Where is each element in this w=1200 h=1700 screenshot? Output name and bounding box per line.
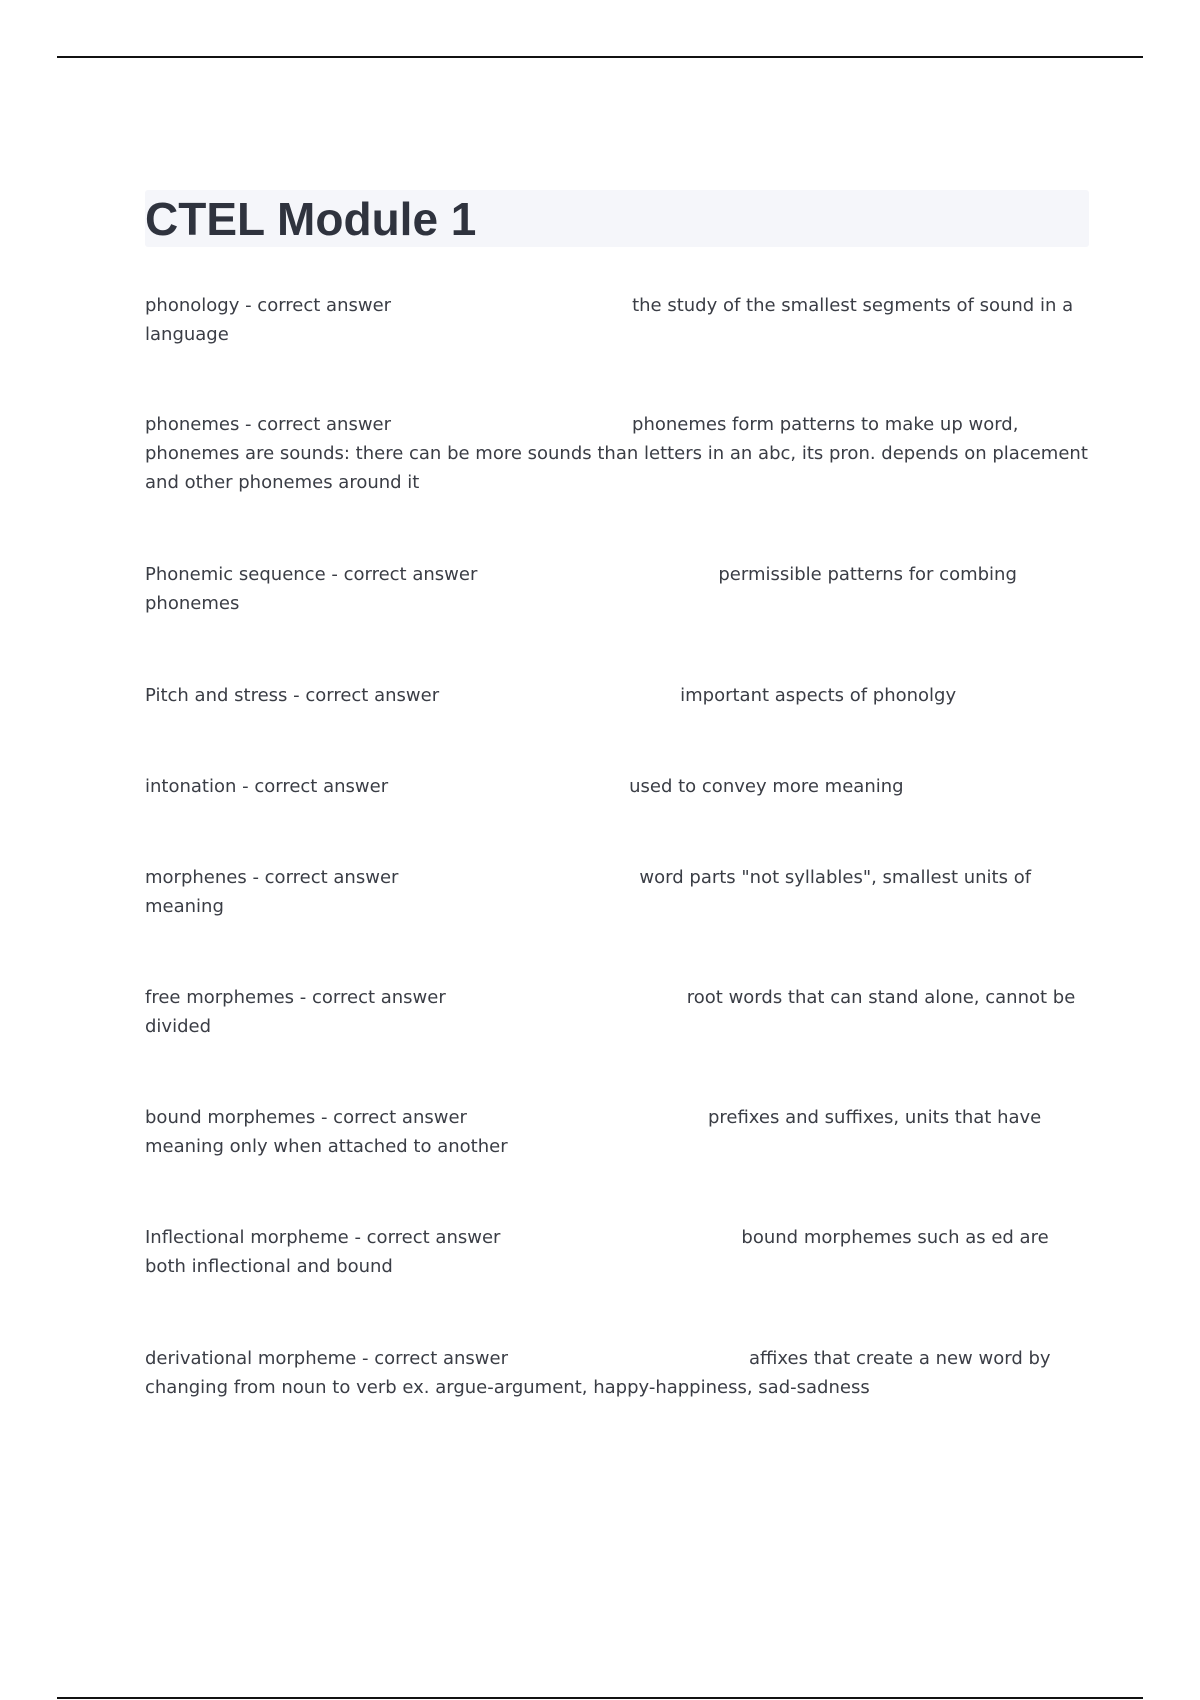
flashcard-definition: bound morphemes such as ed are both inflectional and bound [145,1227,1049,1277]
flashcard-item [145,1344,1090,1402]
flashcard-term: Phonemic sequence - correct answer [145,564,478,585]
flashcard-definition: used to convey more meaning [629,776,904,797]
document-title: CTEL Module 1 [145,193,477,245]
flashcard-item [145,772,1090,801]
flashcard-term: phonology - correct answer [145,295,392,316]
flashcard-item [145,1223,1090,1281]
flashcard-term: phonemes - correct answer [145,414,392,435]
bottom-divider [57,1697,1143,1699]
flashcard-term: derivational morpheme - correct answer [145,1348,508,1369]
flashcard-term: morphenes - correct answer [145,867,399,888]
flashcard-item [145,863,1090,921]
flashcard-definition: important aspects of phonolgy [680,685,957,706]
flashcard-definition: permissible patterns for combing phonemes [145,564,1017,614]
flashcard-item [145,681,1090,710]
flashcard-item [145,560,1090,618]
flashcard-item [145,983,1090,1041]
flashcard-definition: root words that can stand alone, cannot be divided [145,987,1076,1037]
flashcard-item [145,1103,1090,1161]
flashcard-term: Inflectional morpheme - correct answer [145,1227,501,1248]
flashcard-definition: phonemes form patterns to make up word, phonemes are sounds: there can be more sounds than letters in an abc, its pron. depends on placement and other phonemes around it [145,414,1088,493]
flashcard-definition: word parts "not syllables", smallest units of meaning [145,867,1032,917]
top-divider [57,56,1143,58]
flashcard-term: Pitch and stress - correct answer [145,685,440,706]
flashcard-term: bound morphemes - correct answer [145,1107,467,1128]
flashcard-definition: affixes that create a new word by changing from noun to verb ex. argue-argument, happy-happiness, sad-sadness [145,1348,1051,1398]
flashcard-term: intonation - correct answer [145,776,389,797]
flashcard-item [145,291,1090,349]
flashcard-term: free morphemes - correct answer [145,987,446,1008]
flashcard-definition: the study of the smallest segments of sound in a language [145,295,1074,345]
flashcard-item [145,410,1090,497]
flashcard-definition: prefixes and suffixes, units that have meaning only when attached to another [145,1107,1042,1157]
